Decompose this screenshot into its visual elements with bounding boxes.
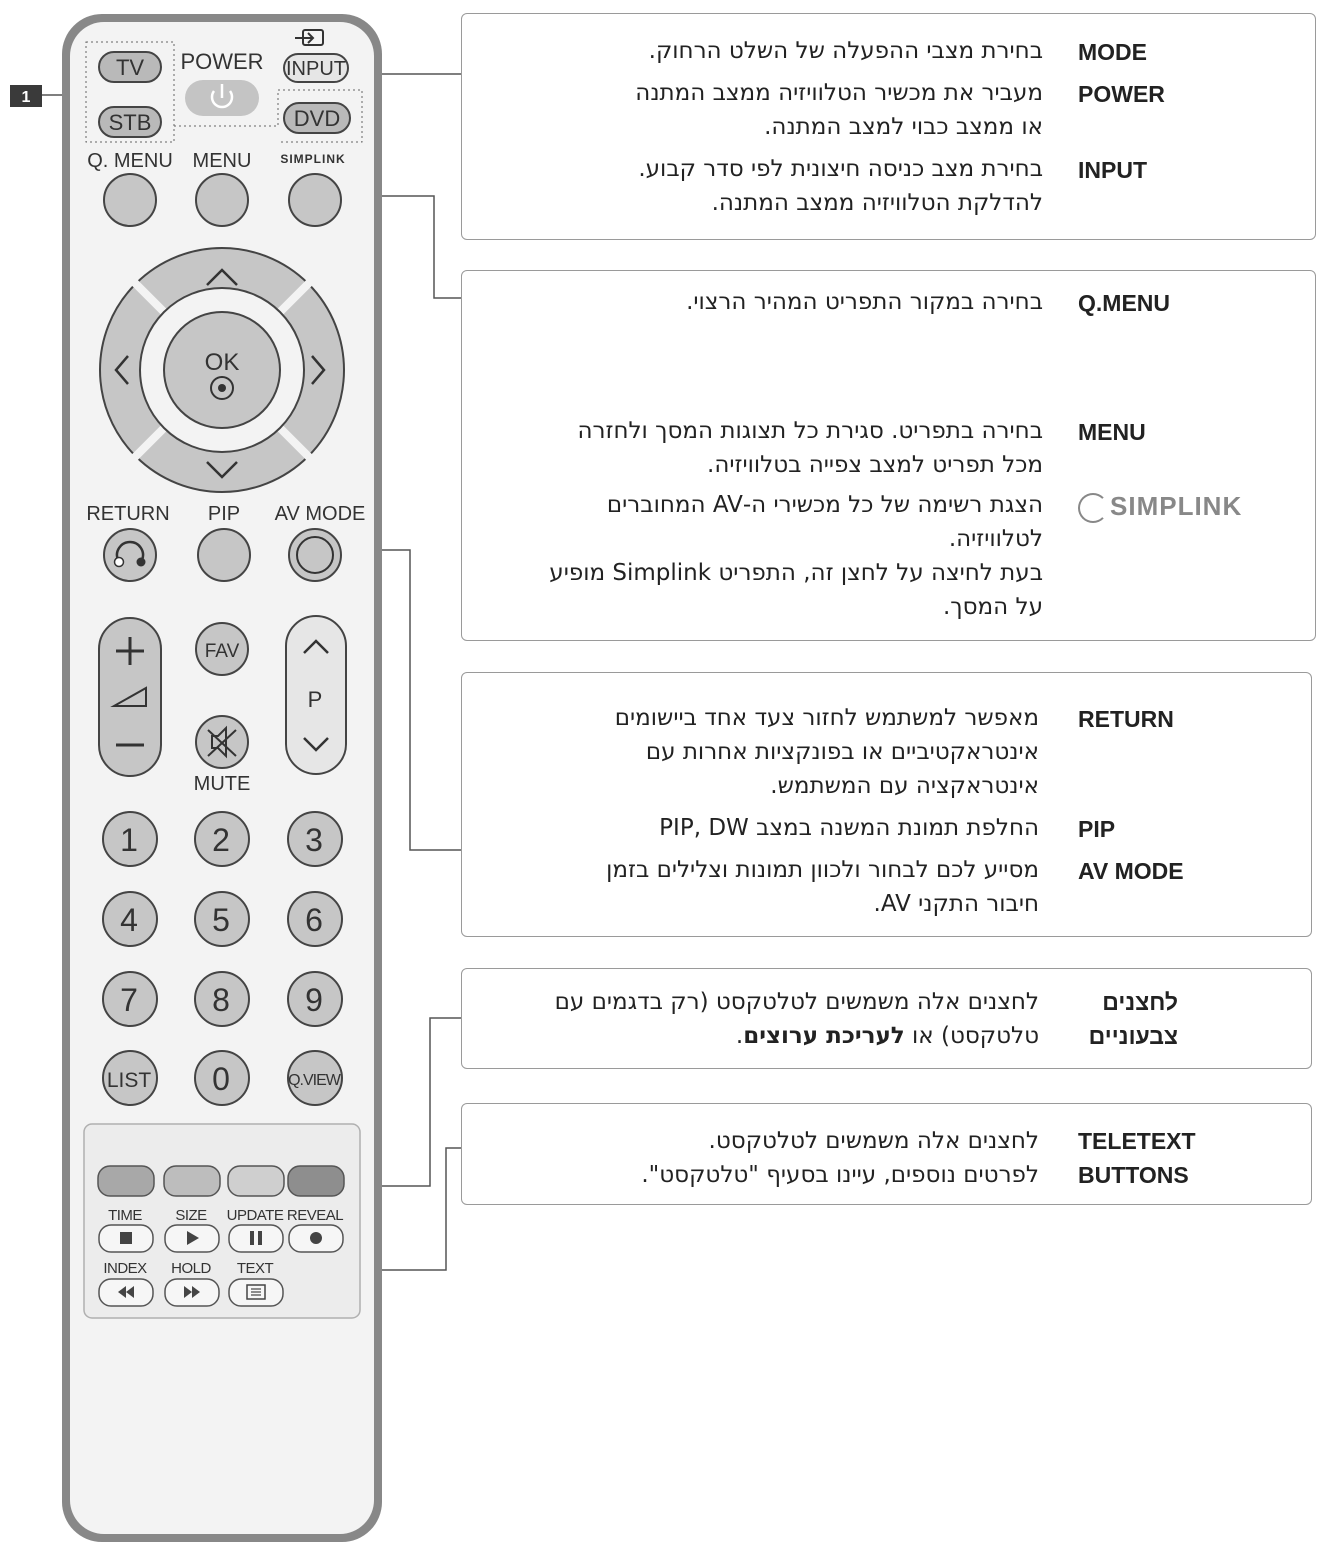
color-key-line-1: לחצנים [1102, 989, 1178, 1015]
color-desc [479, 985, 1039, 1053]
return-desc-line-1: מאפשר למשתמש לחזור צעד אחד ביישומים [614, 705, 1039, 731]
menu-desc [483, 414, 1043, 482]
color-key-4[interactable] [288, 1166, 344, 1196]
tv-button-label: TV [115, 55, 145, 80]
color-desc-line-2 [479, 1019, 1039, 1053]
power-desc [483, 76, 1043, 144]
program-label: P [307, 687, 323, 712]
teletext-label-reveal: REVEAL [286, 1207, 344, 1224]
qview-label: Q.VIEW [288, 1072, 340, 1089]
teletext-label-time: TIME [108, 1207, 142, 1224]
input-desc [483, 152, 1043, 220]
dvd-button[interactable] [284, 103, 350, 133]
teletext-label-size: SIZE [175, 1207, 207, 1224]
mode-key: MODE [1078, 39, 1147, 65]
input-button[interactable] [284, 54, 348, 82]
pip-key: PIP [1078, 816, 1116, 842]
digit-9-label: 9 [305, 982, 323, 1018]
tv-button[interactable] [99, 52, 161, 82]
pip-label: PIP [207, 503, 241, 525]
color-key-line-2: צבעוניים [1088, 1023, 1178, 1049]
panel-return-pip-avmode [461, 672, 1312, 937]
digit-2-label: 2 [212, 822, 230, 858]
simplink-key-text: SIMPLINK [1110, 491, 1243, 521]
qmenu-desc [483, 285, 1043, 319]
mode-desc [483, 34, 1043, 68]
return-desc-line-2: אינטראקטיביים או בפונקציות אחרות עם [645, 739, 1039, 765]
avmode-desc [479, 853, 1039, 921]
pip-desc [479, 811, 1039, 845]
qmenu-button[interactable] [104, 174, 156, 226]
stop-icon [120, 1232, 132, 1244]
stb-button-label: STB [108, 110, 152, 135]
panel-teletext-buttons [461, 1103, 1312, 1205]
panel-menus [461, 270, 1316, 641]
avmode-desc-line-2: חיבור התקני AV. [873, 891, 1039, 917]
power-desc-line-2: או ממצב כבוי למצב המתנה. [764, 114, 1043, 140]
menu-key: MENU [1078, 419, 1146, 445]
input-desc-line-2: להדלקת הטלוויזיה ממצב המתנה. [711, 190, 1043, 216]
simplink-desc [483, 488, 1043, 624]
digit-7-label: 7 [120, 982, 138, 1018]
teletext-row-2 [99, 1260, 283, 1306]
power-label: POWER [180, 49, 264, 74]
return-label: RETURN [86, 503, 170, 525]
ok-label: OK [204, 349, 240, 376]
simplink-button[interactable] [289, 174, 341, 226]
mute-label: MUTE [193, 773, 251, 795]
digit-5-label: 5 [212, 902, 230, 938]
input-desc-line-1: בחירת מצב כניסה חיצונית לפי סדר קבוע. [638, 156, 1043, 182]
menu-label: MENU [192, 150, 252, 172]
digit-3-label: 3 [305, 822, 323, 858]
simplink-label: SIMPLINK [280, 152, 346, 166]
return-desc [479, 701, 1039, 803]
digit-8-label: 8 [212, 982, 230, 1018]
input-key: INPUT [1078, 157, 1147, 183]
color-desc-line-1: לחצנים אלה משמשים לטלטקסט (רק בדגמים עם [554, 989, 1039, 1015]
avmode-key: AV MODE [1078, 858, 1184, 884]
menu-desc-line-1: בחירה בתפריט. סגירת כל תצוגות המסך ולחזרה [577, 418, 1043, 444]
teletext-label-index: INDEX [103, 1260, 147, 1277]
color-key-3[interactable] [228, 1166, 284, 1196]
power-key: POWER [1078, 81, 1165, 107]
dvd-button-label: DVD [293, 106, 341, 131]
avmode-desc-line-1: מסייע לכם לבחור ולכוון תמונות וצלילים בזמן [606, 857, 1039, 883]
digit-4-label: 4 [120, 902, 138, 938]
teletext-desc-line-1: לחצנים אלה משמשים לטלטקסט. [708, 1128, 1039, 1154]
panel-color-buttons [461, 968, 1312, 1069]
avmode-label: AV MODE [274, 503, 366, 525]
pip-button[interactable] [198, 529, 250, 581]
teletext-key-line-2: BUTTONS [1078, 1162, 1189, 1188]
simplink-key [1078, 488, 1242, 524]
teletext-label-hold: HOLD [171, 1260, 211, 1277]
teletext-desc [479, 1124, 1039, 1192]
fav-label: FAV [204, 641, 240, 662]
qmenu-key: Q.MENU [1078, 290, 1170, 316]
digit-1-label: 1 [120, 822, 138, 858]
teletext-desc-line-2: לפרטים נוספים, עיינו בסעיף "טלטקסט". [641, 1162, 1039, 1188]
power-desc-line-1: מעביר את מכשיר הטלוויזיה ממצב המתנה [635, 80, 1043, 106]
panel-mode-power-input [461, 13, 1316, 240]
color-desc-line-2-bold: לעריכת ערוצים [743, 1023, 905, 1049]
teletext-label-text: TEXT [236, 1260, 274, 1277]
digit-6-label: 6 [305, 902, 323, 938]
teletext-key [1078, 1124, 1196, 1192]
power-button[interactable] [185, 80, 259, 116]
color-desc-line-2-pre: טלטקסט) או [904, 1023, 1039, 1049]
simplink-desc-line-2: לטלוויזיה. [948, 526, 1043, 552]
return-desc-line-3: אינטראקציה עם המשתמש. [770, 773, 1039, 799]
callout-badge-label: 1 [21, 89, 31, 106]
return-key: RETURN [1078, 706, 1174, 732]
color-key-1[interactable] [98, 1166, 154, 1196]
qmenu-label: Q. MENU [87, 150, 173, 172]
qmenu-desc-line-1: בחירה במקור התפריט המהיר הרצוי. [686, 289, 1043, 315]
simplink-logo-icon [1078, 493, 1108, 523]
teletext-key-line-1: TELETEXT [1078, 1128, 1196, 1154]
simplink-desc-line-4: על המסך. [942, 594, 1043, 620]
color-desc-line-2-post: . [735, 1023, 744, 1049]
mode-desc-line-1: בחירת מצבי ההפעלה של השלט הרחוק. [648, 38, 1043, 64]
return-button[interactable] [104, 529, 156, 581]
color-key-2[interactable] [164, 1166, 220, 1196]
pip-desc-line-1: החלפת תמונת המשנה במצב PIP, DW [659, 815, 1039, 841]
digit-0-label: 0 [212, 1061, 230, 1097]
color-key [1078, 985, 1178, 1053]
simplink-desc-line-1: הצגת רשימה של כל מכשירי ה-AV המחוברים [606, 492, 1043, 518]
input-button-label: INPUT [286, 58, 346, 80]
number-pad [103, 812, 342, 1026]
teletext-update-button[interactable] [229, 1225, 283, 1252]
simplink-desc-line-3: בעת לחיצה על לחצן זה, התפריט Simplink מופיע [549, 560, 1043, 586]
menu-desc-line-2: מכל תפריט למצב צפייה בטלוויזיה. [707, 452, 1043, 478]
list-label: LIST [106, 1069, 152, 1092]
record-icon [310, 1232, 322, 1244]
menu-button[interactable] [196, 174, 248, 226]
stb-button[interactable] [99, 107, 161, 137]
teletext-label-update: UPDATE [226, 1207, 284, 1224]
